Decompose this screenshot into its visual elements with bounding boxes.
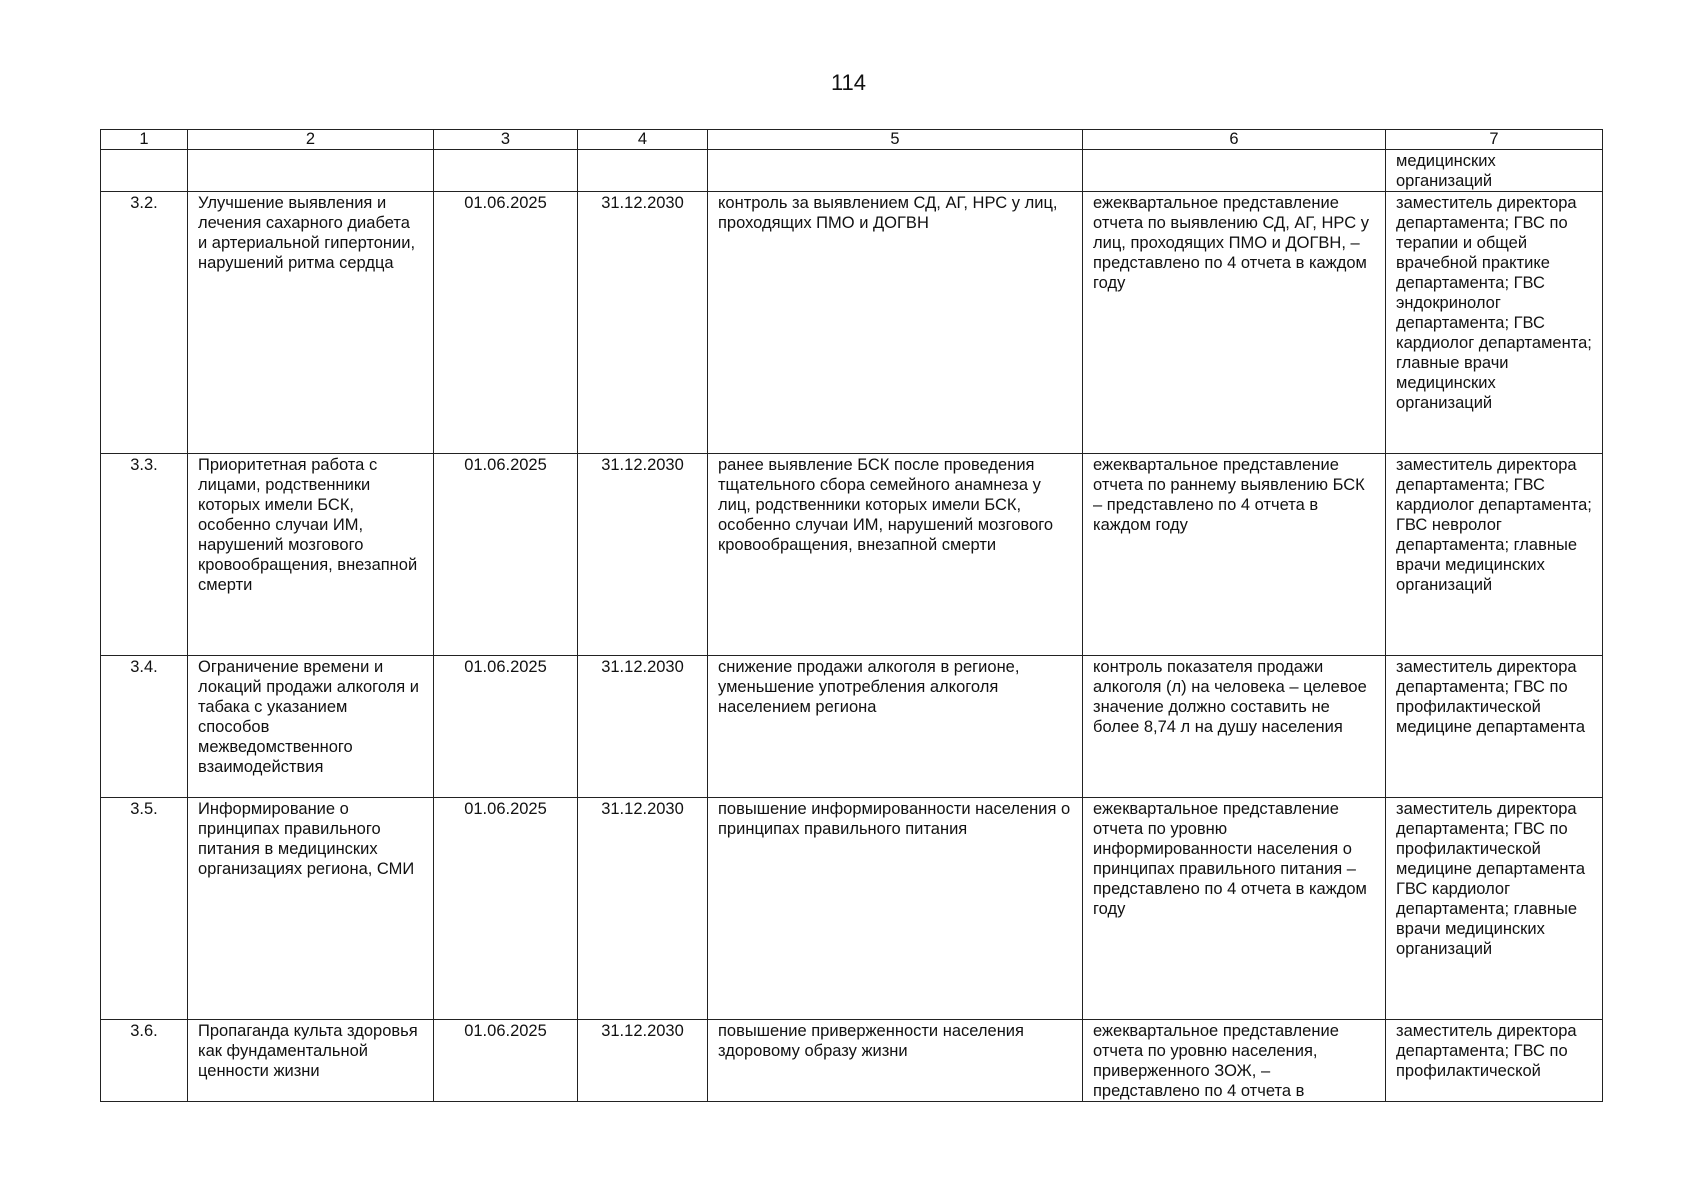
- end-date: [578, 150, 708, 192]
- end-date: 31.12.2030: [578, 1020, 708, 1102]
- row-number: 3.2.: [101, 192, 188, 454]
- responsible: заместитель директора департамента; ГВС по терапии и общей врачебной практике департамента; ГВС эндокринолог департамента; ГВС кардиолог департамента; главные врачи медицинских организаций: [1386, 192, 1603, 454]
- responsible: заместитель директора департамента; ГВС по профилактической медицине департамента ГВС кардиолог департамента; главные врачи медицинских организаций: [1386, 798, 1603, 1020]
- expected-result: контроль за выявлением СД, АГ, НРС у лиц, проходящих ПМО и ДОГВН: [708, 192, 1083, 454]
- expected-result: повышение информированности населения о принципах правильного питания: [708, 798, 1083, 1020]
- table-row: [101, 798, 1603, 1020]
- column-header: 3: [434, 130, 578, 150]
- start-date: 01.06.2025: [434, 656, 578, 798]
- header-row: [101, 130, 1603, 150]
- row-number: 3.5.: [101, 798, 188, 1020]
- end-date: 31.12.2030: [578, 454, 708, 656]
- column-header: 1: [101, 130, 188, 150]
- start-date: 01.06.2025: [434, 454, 578, 656]
- expected-result: снижение продажи алкоголя в регионе, уменьшение употребления алкоголя населением региона: [708, 656, 1083, 798]
- table-row: [101, 454, 1603, 656]
- row-number: [101, 150, 188, 192]
- table-header: [101, 130, 1603, 150]
- start-date: [434, 150, 578, 192]
- table-row: [101, 192, 1603, 454]
- row-number: 3.3.: [101, 454, 188, 656]
- measures-table: [100, 129, 1603, 1102]
- measure-name: Информирование о принципах правильного питания в медицинских организациях региона, СМИ: [188, 798, 434, 1020]
- control-indicator: [1083, 150, 1386, 192]
- end-date: 31.12.2030: [578, 656, 708, 798]
- control-indicator: ежеквартальное представление отчета по уровню населения, приверженного ЗОЖ, – представлено по 4 отчета в: [1083, 1020, 1386, 1102]
- measure-name: [188, 150, 434, 192]
- end-date: 31.12.2030: [578, 798, 708, 1020]
- measure-name: Приоритетная работа с лицами, родственники которых имели БСК, особенно случаи ИМ, нарушений мозгового кровообращения, внезапной смерти: [188, 454, 434, 656]
- column-header: 4: [578, 130, 708, 150]
- table-body: [101, 150, 1603, 1102]
- page-number: 114: [830, 70, 867, 95]
- control-indicator: ежеквартальное представление отчета по выявлению СД, АГ, НРС у лиц, проходящих ПМО и ДОГВН, – представлено по 4 отчета в каждом году: [1083, 192, 1386, 454]
- start-date: 01.06.2025: [434, 1020, 578, 1102]
- measure-name: Ограничение времени и локаций продажи алкоголя и табака с указанием способов межведомственного взаимодействия: [188, 656, 434, 798]
- end-date: 31.12.2030: [578, 192, 708, 454]
- measure-name: Пропаганда культа здоровья как фундаментальной ценности жизни: [188, 1020, 434, 1102]
- start-date: 01.06.2025: [434, 798, 578, 1020]
- column-header: 6: [1083, 130, 1386, 150]
- expected-result: повышение приверженности населения здоровому образу жизни: [708, 1020, 1083, 1102]
- responsible: заместитель директора департамента; ГВС по профилактической: [1386, 1020, 1603, 1102]
- expected-result: ранее выявление БСК после проведения тщательного сбора семейного анамнеза у лиц, родственники которых имели БСК, особенно случаи ИМ, нарушений мозгового кровообращения, внезапной смерти: [708, 454, 1083, 656]
- control-indicator: контроль показателя продажи алкоголя (л) на человека – целевое значение должно составить не более 8,74 л на душу населения: [1083, 656, 1386, 798]
- table-row: [101, 656, 1603, 798]
- control-indicator: ежеквартальное представление отчета по уровню информированности населения о принципах правильного питания – представлено по 4 отчета в каждом году: [1083, 798, 1386, 1020]
- responsible: заместитель директора департамента; ГВС по профилактической медицине департамента: [1386, 656, 1603, 798]
- row-number: 3.6.: [101, 1020, 188, 1102]
- column-header: 7: [1386, 130, 1603, 150]
- measure-name: Улучшение выявления и лечения сахарного диабета и артериальной гипертонии, нарушений ритма сердца: [188, 192, 434, 454]
- responsible: заместитель директора департамента; ГВС кардиолог департамента; ГВС невролог департамента; главные врачи медицинских организаций: [1386, 454, 1603, 656]
- column-header: 5: [708, 130, 1083, 150]
- control-indicator: ежеквартальное представление отчета по раннему выявлению БСК – представлено по 4 отчета в каждом году: [1083, 454, 1386, 656]
- row-number: 3.4.: [101, 656, 188, 798]
- table-row: [101, 1020, 1603, 1102]
- table-row: [101, 150, 1603, 192]
- responsible: медицинских организаций: [1386, 150, 1603, 192]
- start-date: 01.06.2025: [434, 192, 578, 454]
- column-header: 2: [188, 130, 434, 150]
- expected-result: [708, 150, 1083, 192]
